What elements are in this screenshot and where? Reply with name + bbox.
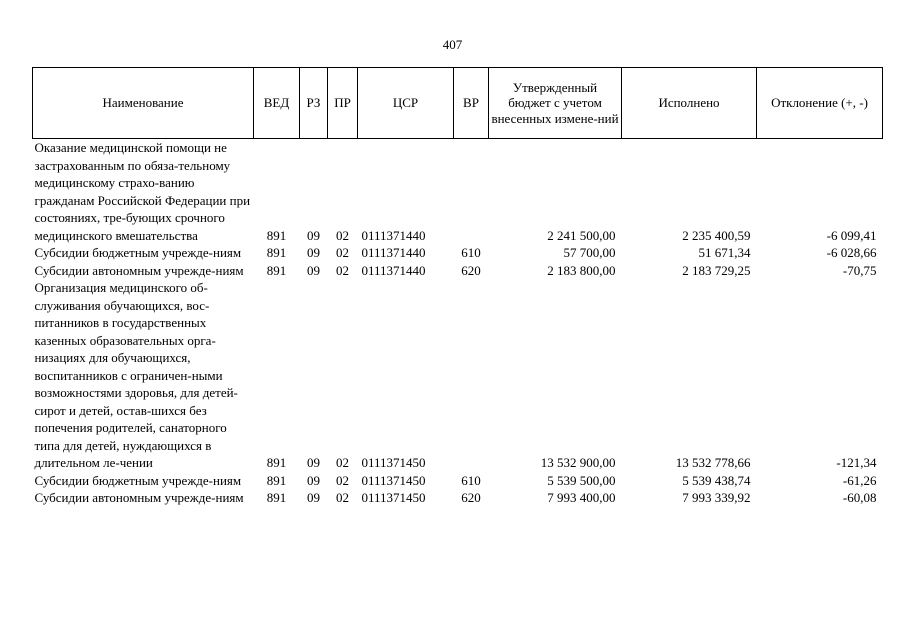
header-ved: ВЕД: [254, 68, 300, 139]
table-row: [33, 262, 883, 280]
cell-ved: 891: [266, 490, 287, 505]
cell-deviation: -6 028,66: [826, 245, 877, 260]
header-csr: ЦСР: [358, 68, 454, 139]
cell-rz: 09: [307, 455, 320, 470]
cell-name: Субсидии бюджетным учрежде-ниям: [34, 245, 242, 260]
table-row: [33, 139, 883, 245]
header-name: Наименование: [33, 68, 254, 139]
cell-deviation: -61,26: [842, 472, 877, 488]
table-row: [33, 244, 883, 262]
cell-deviation: -70,75: [842, 262, 877, 278]
cell-vr: 620: [461, 490, 481, 505]
header-rz: РЗ: [300, 68, 328, 139]
cell-name: Организация медицинского об-служивания обучающихся, вос-питанников в государственных казенных образовательных орга-низациях для обучающихся, воспитанников с ограничен-ными возможностями здоровья, для детей-сирот и детей, остав-шихся без попечения родителей, санаторного типа для детей, нуждающихся в длительном ле-чении: [34, 280, 238, 470]
cell-vr: [454, 279, 489, 472]
cell-csr: 0111371450: [361, 455, 426, 470]
table-header-row: [33, 68, 883, 139]
budget-table: [32, 67, 883, 507]
cell-rz: 09: [307, 262, 320, 278]
header-vr: ВР: [454, 68, 489, 139]
cell-name: Субсидии автономным учрежде-ниям: [34, 262, 244, 278]
cell-executed: 2 235 400,59: [682, 227, 751, 243]
cell-approved: 2 241 500,00: [547, 227, 616, 243]
cell-csr: 0111371440: [361, 227, 426, 243]
cell-deviation: -121,34: [836, 455, 877, 470]
cell-ved: 891: [266, 262, 287, 278]
cell-csr: 0111371450: [361, 472, 426, 488]
cell-ved: 891: [266, 245, 287, 260]
cell-executed: 2 183 729,25: [682, 262, 751, 278]
cell-vr: 610: [461, 245, 481, 260]
cell-rz: 09: [307, 490, 320, 505]
cell-pr: 02: [336, 227, 349, 243]
cell-ved: 891: [266, 455, 287, 470]
cell-executed: 51 671,34: [698, 245, 751, 260]
cell-approved: 2 183 800,00: [547, 262, 616, 278]
cell-executed: 7 993 339,92: [682, 490, 751, 505]
header-pr: ПР: [328, 68, 358, 139]
table-row: [33, 489, 883, 507]
cell-approved: 7 993 400,00: [547, 490, 616, 505]
page-number: 407: [442, 37, 463, 52]
cell-ved: 891: [266, 472, 287, 488]
cell-vr: [454, 139, 489, 245]
table-row: [33, 279, 883, 472]
cell-pr: 02: [336, 245, 349, 260]
cell-csr: 0111371440: [361, 245, 426, 260]
header-executed: Исполнено: [622, 68, 757, 139]
cell-rz: 09: [307, 472, 320, 488]
cell-name: Субсидии бюджетным учрежде-ниям: [34, 472, 242, 488]
cell-deviation: -60,08: [842, 490, 877, 505]
cell-vr: 620: [461, 262, 481, 278]
cell-executed: 13 532 778,66: [675, 455, 751, 470]
cell-pr: 02: [336, 472, 349, 488]
cell-name: Оказание медицинской помощи не застрахованным по обяза-тельному медицинскому страхо-ванию гражданам Российской Федерации при состояниях, тре-бующих срочного медицинского вмешательства: [34, 140, 251, 243]
cell-rz: 09: [307, 245, 320, 260]
cell-csr: 0111371450: [361, 490, 426, 505]
cell-executed: 5 539 438,74: [682, 472, 751, 488]
cell-ved: 891: [266, 227, 287, 243]
table-row: [33, 472, 883, 490]
header-approved: Утвержденный бюджет с учетом внесенных измене-ний: [489, 68, 622, 139]
cell-deviation: -6 099,41: [826, 227, 877, 243]
cell-approved: 5 539 500,00: [547, 472, 616, 488]
cell-pr: 02: [336, 262, 349, 278]
cell-pr: 02: [336, 490, 349, 505]
cell-name: Субсидии автономным учрежде-ниям: [34, 490, 244, 505]
cell-rz: 09: [307, 227, 320, 243]
cell-pr: 02: [336, 455, 349, 470]
cell-csr: 0111371440: [361, 262, 426, 278]
cell-approved: 13 532 900,00: [540, 455, 616, 470]
header-deviation: Отклонение (+, -): [757, 68, 883, 139]
cell-vr: 610: [461, 472, 481, 488]
cell-approved: 57 700,00: [563, 245, 616, 260]
